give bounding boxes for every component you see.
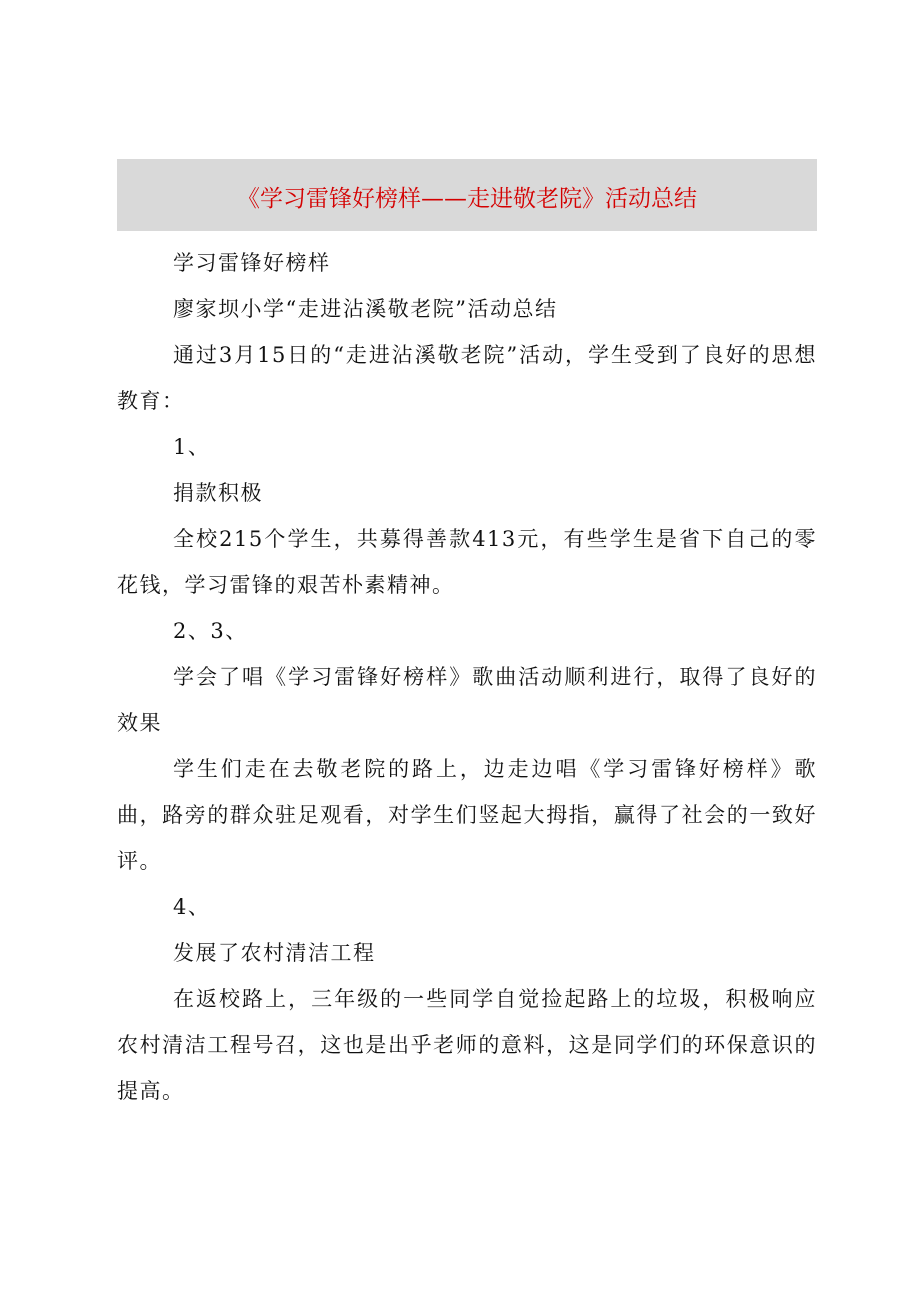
paragraph-intro: 通过3月15日的“走进沾溪敬老院”活动，学生受到了良好的思想教育： <box>117 343 817 413</box>
section-number-4: 4、 <box>173 895 211 919</box>
paragraph-donation: 全校215个学生，共募得善款413元，有些学生是省下自己的零花钱，学习雷锋的艰苦朴素精神。 <box>117 527 817 597</box>
section-heading-cleaning: 发展了农村清洁工程 <box>173 941 376 965</box>
section-number-1: 1、 <box>173 435 211 459</box>
paragraph-cleaning: 在返校路上，三年级的一些同学自觉捡起路上的垃圾，积极响应农村清洁工程号召，这也是出乎老师的意料，这是同学们的环保意识的提高。 <box>117 987 817 1103</box>
paragraph-song: 学会了唱《学习雷锋好榜样》歌曲活动顺利进行，取得了良好的效果 <box>117 665 817 735</box>
title-band <box>117 159 817 231</box>
section-heading-donation: 捐款积极 <box>173 481 263 505</box>
paragraph-heading: 学习雷锋好榜样 <box>173 251 331 275</box>
document-body <box>117 240 817 1114</box>
paragraph-subtitle: 廖家坝小学“走进沾溪敬老院”活动总结 <box>173 297 558 321</box>
document-title: 《学习雷锋好榜样——走进敬老院》活动总结 <box>237 185 697 212</box>
section-number-2-3: 2、3、 <box>173 619 248 643</box>
paragraph-walk: 学生们走在去敬老院的路上，边走边唱《学习雷锋好榜样》歌曲，路旁的群众驻足观看，对学生们竖起大拇指，赢得了社会的一致好评。 <box>117 757 817 873</box>
